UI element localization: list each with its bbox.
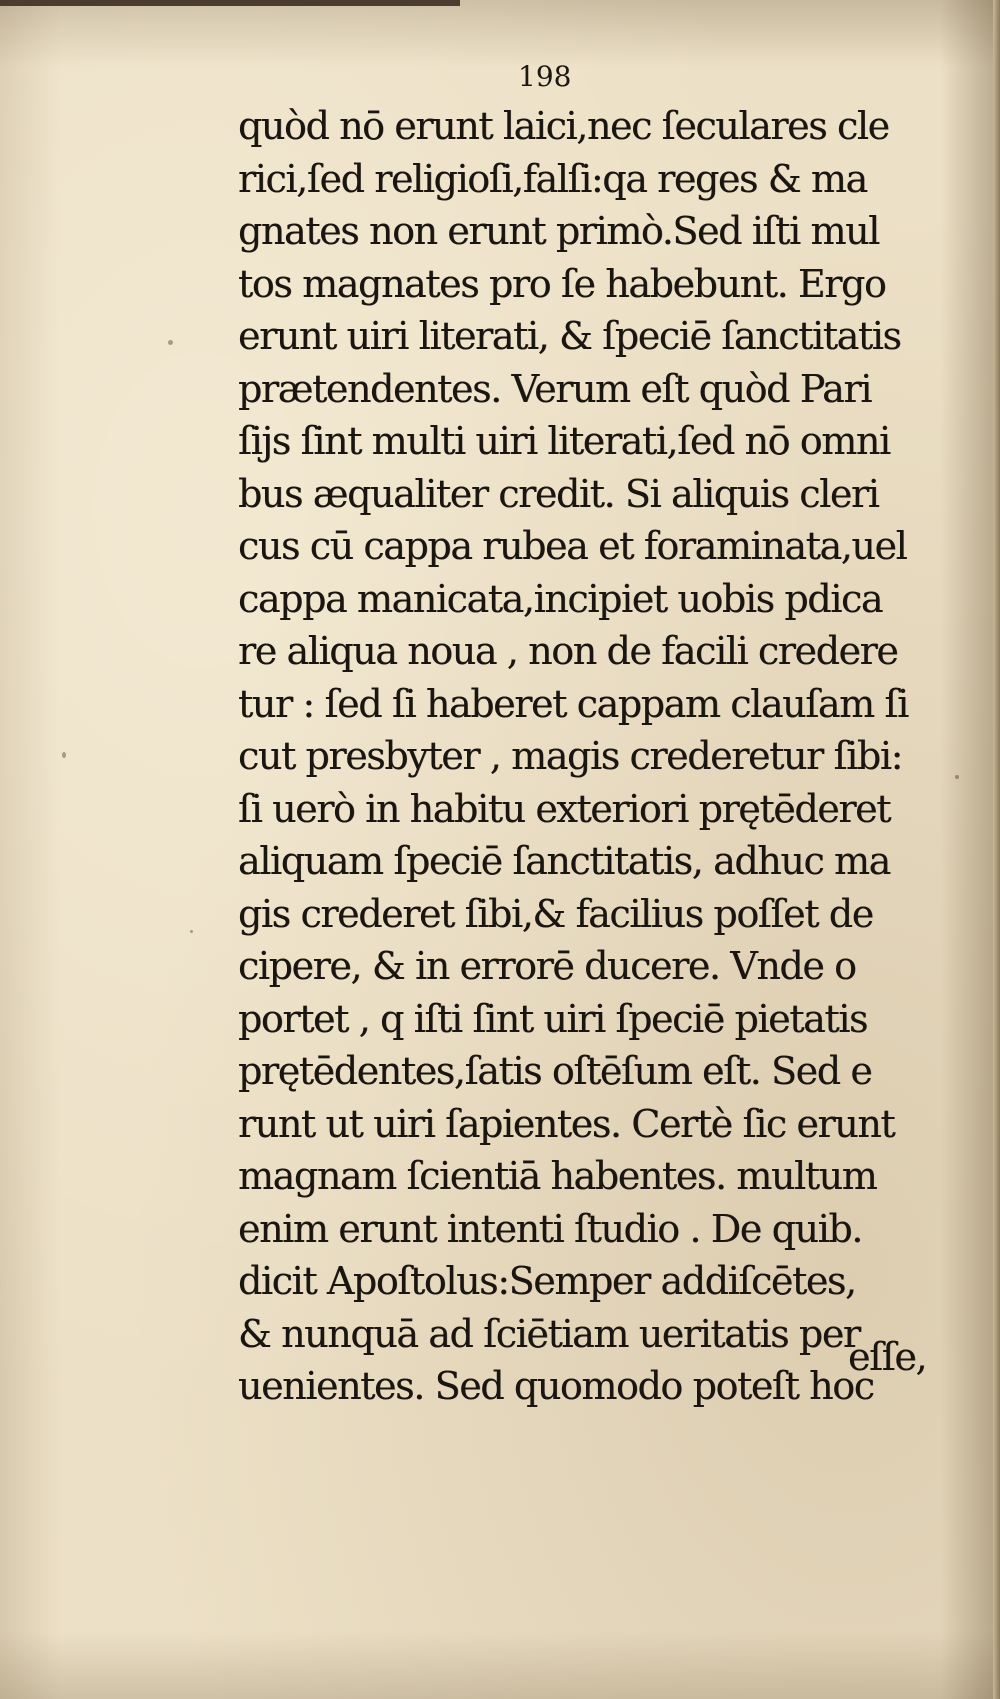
text-line: dicit Apoſtolus:Semper addiſcētes, [238, 1259, 856, 1303]
text-line: cappa manicata,incipiet uobis pdica [238, 576, 883, 621]
page-top-edge [0, 0, 460, 6]
text-line: bus æqualiter credit. Si aliquis cleri [238, 471, 879, 516]
text-line: magnam ſcientiā habentes. multum [238, 1154, 877, 1198]
text-line: gnates non erunt primò.Sed iſti mul [238, 209, 879, 253]
text-line: prætendentes. Verum eſt quòd Pari [238, 366, 871, 411]
page-number: 198 [518, 60, 572, 93]
paper-speck [168, 340, 173, 345]
catchword: eſſe, [848, 1335, 927, 1379]
text-line: prętēdentes,ſatis oſtēſum eſt. Sed e [238, 1049, 872, 1093]
body-text [238, 100, 928, 1413]
paper-speck [955, 775, 959, 779]
text-line: aliquam ſpeciē ſanctitatis, adhuc ma [238, 839, 890, 883]
text-line: runt ut uiri ſapientes. Certè ſic erunt [238, 1101, 895, 1146]
text-line: portet , q iſti ſint uiri ſpeciē pietatis [238, 996, 868, 1041]
text-line: rici,ſed religioſi,falſi:qa reges & ma [238, 156, 867, 201]
text-line: tos magnates pro ſe habebunt. Ergo [238, 261, 886, 306]
text-line: re aliqua noua , non de facili credere [238, 629, 898, 673]
text-line: cut presbyter , magis crederetur ſibi: [238, 734, 902, 778]
paper-speck [62, 752, 66, 758]
text-line: enim erunt intenti ſtudio . De quib. [238, 1206, 862, 1251]
text-line: cipere, & in errorē ducere. Vnde o [238, 944, 856, 988]
text-line: erunt uiri literati, & ſpeciē ſanctitatis [238, 314, 901, 358]
paper-speck [190, 930, 193, 933]
text-line: cus cū cappa rubea et foraminata,uel [238, 524, 907, 568]
text-line: tur : ſed ſi haberet cappam clauſam ſi [238, 681, 908, 726]
text-line: gis crederet ſibi,& facilius poſſet de [238, 891, 873, 936]
page-right-edge [993, 0, 1000, 1699]
text-line: quòd nō erunt laici,nec ſeculares cle [238, 104, 889, 148]
text-line: ſi uerò in habitu exteriori prętēderet [238, 786, 891, 831]
text-line: ſijs ſint multi uiri literati,ſed nō omni [238, 419, 890, 463]
text-line: uenientes. Sed quomodo poteſt hoc [238, 1364, 874, 1408]
text-line: & nunquā ad ſciētiam ueritatis per [238, 1311, 860, 1356]
